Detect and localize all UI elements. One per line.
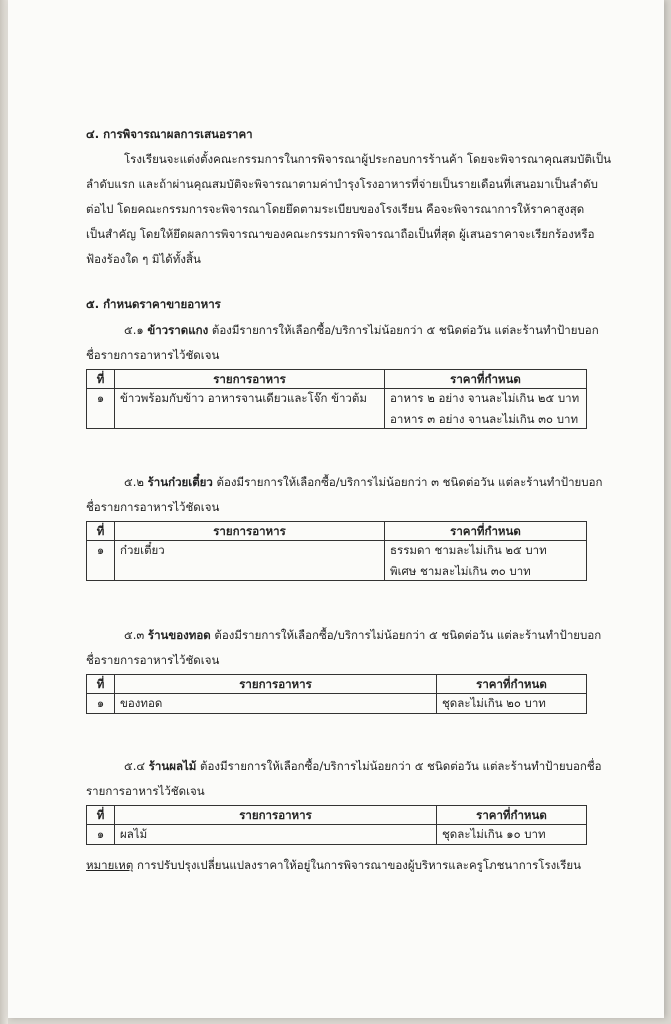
shop-5-1-intro (124, 324, 599, 338)
col-header-no: ที่ (87, 370, 115, 389)
price-line: ชุดละไม่เกิน ๒๐ บาท (442, 696, 546, 711)
shop-name: ร้านผลไม้ (148, 759, 197, 773)
section-5-heading: ๕. กำหนดราคาขายอาหาร (86, 297, 221, 311)
cell-no: ๑ (87, 541, 115, 581)
shop-desc: ต้องมีรายการให้เลือกซื้อ/บริการไม่น้อยกว่า ๓ ชนิดต่อวัน แต่ละร้านทำป้ายบอก (216, 475, 603, 489)
cell-no: ๑ (87, 389, 115, 429)
shop-5-3-intro (124, 629, 601, 643)
shop-number: ๕.๒ (124, 475, 144, 489)
cell-price (385, 541, 587, 581)
cell-item: ผลไม้ (115, 825, 437, 844)
section-4-line: ต่อไป โดยคณะกรรมการจะพิจารณาโดยยึดตามระเบียบของโรงเรียน คือจะพิจารณาการให้ราคาสูงสุด (86, 202, 585, 216)
cell-price (385, 389, 587, 429)
cell-no: ๑ (87, 694, 115, 713)
shop-name: ข้าวราดแกง (147, 323, 209, 337)
cell-item: ก๋วยเตี๋ยว (115, 541, 385, 581)
shop-desc-cont: ชื่อรายการอาหารไว้ชัดเจน (86, 500, 220, 514)
col-header-price: ราคาที่กำหนด (437, 675, 587, 694)
table-row (87, 541, 587, 581)
table-row (87, 694, 587, 713)
shop-name: ร้านก๋วยเตี๋ยว (147, 475, 213, 489)
section-4-line: ฟ้องร้องใด ๆ มิได้ทั้งสิ้น (86, 252, 201, 266)
shop-desc: ต้องมีรายการให้เลือกซื้อ/บริการไม่น้อยกว่า ๕ ชนิดต่อวัน แต่ละร้านทำป้ายบอกชื่อ (200, 759, 602, 773)
section-4-heading: ๔. การพิจารณาผลการเสนอราคา (86, 127, 253, 141)
note-label: หมายเหตุ (86, 858, 134, 872)
note (86, 859, 581, 873)
price-table-5-3 (86, 674, 587, 714)
table-header-row (87, 675, 587, 694)
price-table-5-1 (86, 369, 587, 429)
cell-price (437, 825, 587, 844)
section-4-line: ลำดับแรก และถ้าผ่านคุณสมบัติจะพิจารณาตามค่าบำรุงโรงอาหารที่จ่ายเป็นรายเดือนที่เสนอมาเป็นลำดับ (86, 177, 598, 191)
table-header-row (87, 370, 587, 389)
col-header-item: รายการอาหาร (115, 806, 437, 825)
table-header-row (87, 522, 587, 541)
shop-desc-cont: ชื่อรายการอาหารไว้ชัดเจน (86, 653, 220, 667)
desk-edge (0, 0, 8, 1024)
price-line: ชุดละไม่เกิน ๑๐ บาท (442, 827, 546, 842)
price-line: อาหาร ๓ อย่าง จานละไม่เกิน ๓๐ บาท (390, 411, 579, 426)
col-header-no: ที่ (87, 522, 115, 541)
cell-item: ข้าวพร้อมกับข้าว อาหารจานเดียวและโจ๊ก ข้าวต้ม (115, 389, 385, 429)
price-line: พิเศษ ชามละไม่เกิน ๓๐ บาท (390, 563, 531, 578)
section-4-line: โรงเรียนจะแต่งตั้งคณะกรรมการในการพิจารณาผู้ประกอบการร้านค้า โดยจะพิจารณาคุณสมบัติเป็น (124, 152, 612, 166)
price-table-5-2 (86, 521, 587, 581)
shop-number: ๕.๓ (124, 628, 145, 642)
shop-desc: ต้องมีรายการให้เลือกซื้อ/บริการไม่น้อยกว่า ๕ ชนิดต่อวัน แต่ละร้านทำป้ายบอก (214, 628, 602, 642)
shop-desc-cont: รายการอาหารไว้ชัดเจน (86, 784, 205, 798)
shop-number: ๕.๔ (124, 759, 146, 773)
col-header-no: ที่ (87, 675, 115, 694)
shop-5-2-intro (124, 476, 602, 490)
table-header-row (87, 806, 587, 825)
price-table-5-4 (86, 805, 587, 845)
shop-number: ๕.๑ (124, 323, 144, 337)
table-row (87, 389, 587, 429)
shop-desc: ต้องมีรายการให้เลือกซื้อ/บริการไม่น้อยกว่า ๕ ชนิดต่อวัน แต่ละร้านทำป้ายบอก (211, 323, 599, 337)
shop-desc-cont: ชื่อรายการอาหารไว้ชัดเจน (86, 348, 220, 362)
shop-5-4-intro (124, 760, 602, 774)
note-text: การปรับปรุงเปลี่ยนแปลงราคาให้อยู่ในการพิจารณาของผู้บริหารและครูโภชนาการโรงเรียน (137, 858, 581, 872)
price-line: ธรรมดา ชามละไม่เกิน ๒๕ บาท (390, 543, 547, 558)
shop-name: ร้านของทอด (147, 628, 211, 642)
section-4-line: เป็นสำคัญ โดยให้ยึดผลการพิจารณาของคณะกรรมการพิจารณาถือเป็นที่สุด ผู้เสนอราคาจะเรียกร้องหรือ (86, 227, 595, 241)
col-header-item: รายการอาหาร (115, 370, 385, 389)
col-header-price: ราคาที่กำหนด (437, 806, 587, 825)
table-row (87, 825, 587, 844)
col-header-item: รายการอาหาร (115, 522, 385, 541)
col-header-no: ที่ (87, 806, 115, 825)
cell-no: ๑ (87, 825, 115, 844)
col-header-price: ราคาที่กำหนด (385, 522, 587, 541)
col-header-price: ราคาที่กำหนด (385, 370, 587, 389)
col-header-item: รายการอาหาร (115, 675, 437, 694)
cell-item: ของทอด (115, 694, 437, 713)
cell-price (437, 694, 587, 713)
price-line: อาหาร ๒ อย่าง จานละไม่เกิน ๒๕ บาท (390, 391, 580, 406)
